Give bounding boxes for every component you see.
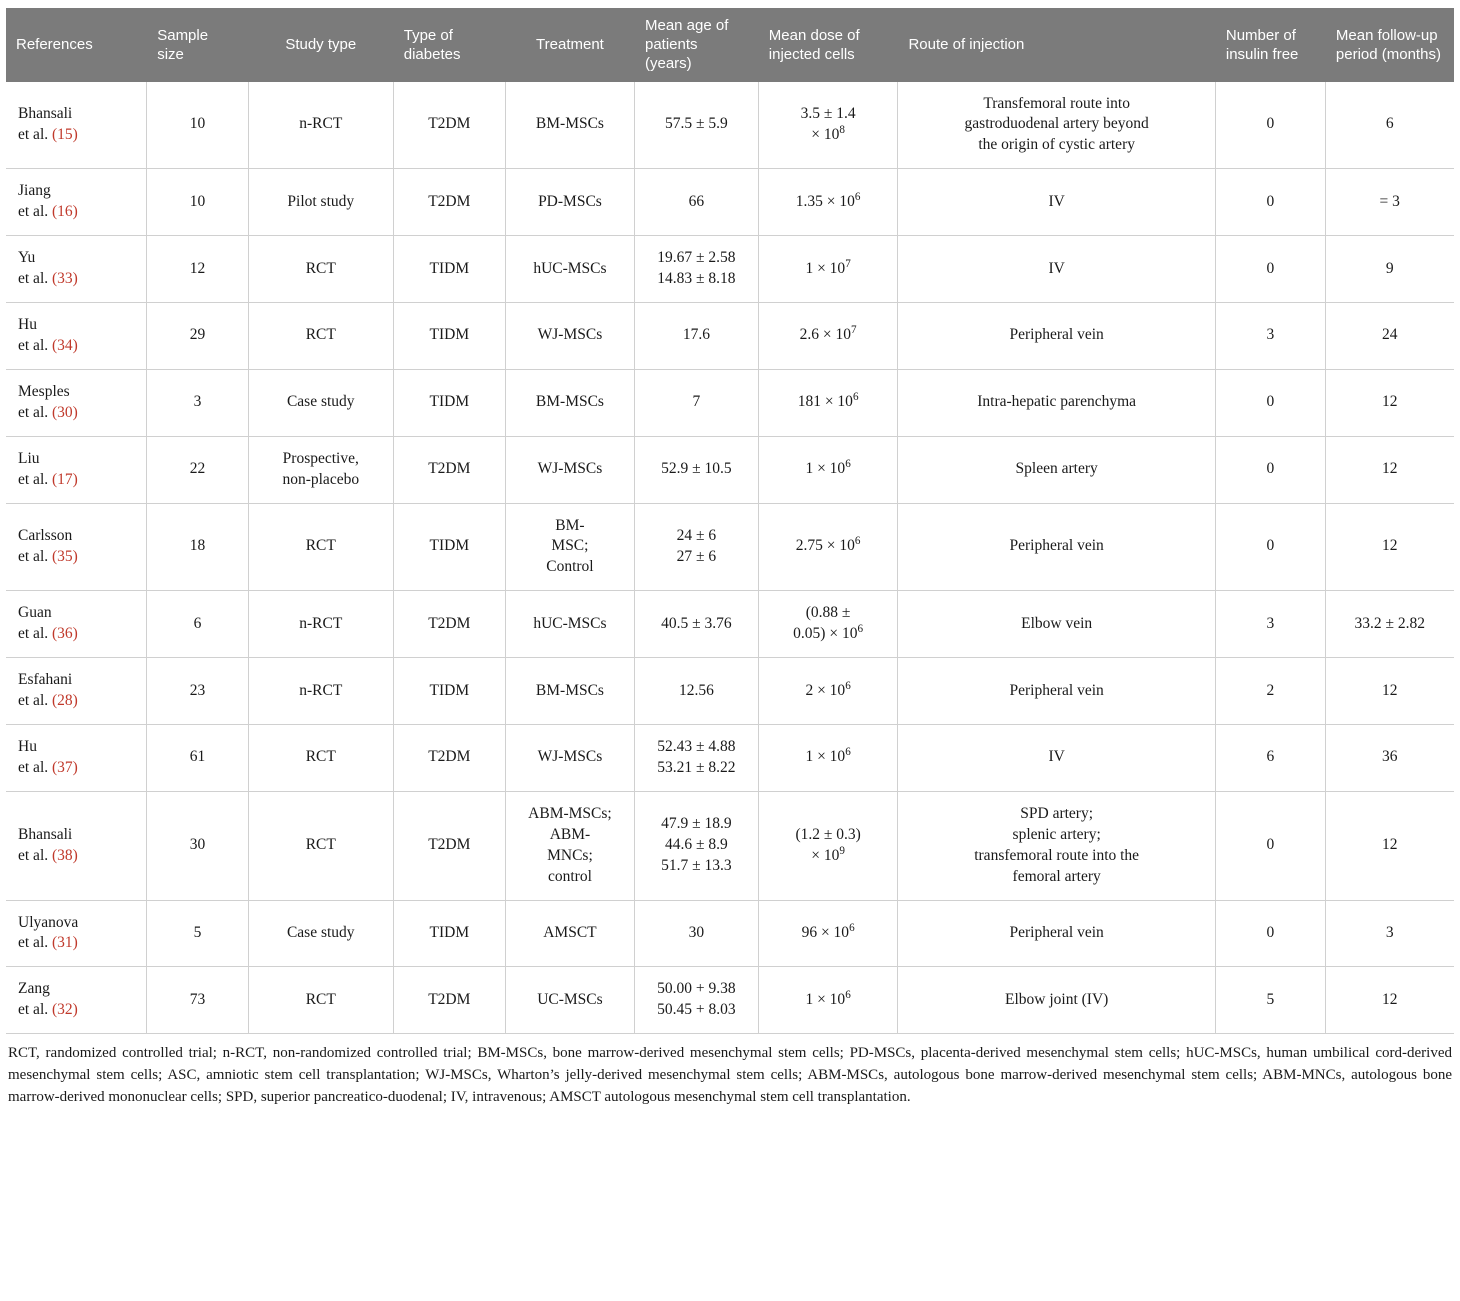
cell-mean-age <box>634 82 758 169</box>
table-row <box>6 591 1454 658</box>
cell-route-of-injection <box>898 82 1215 169</box>
cell-type-of-diabetes: T2DM <box>393 725 505 792</box>
cell-followup: 12 <box>1325 967 1453 1034</box>
mean-age-line: 50.00 + 9.38 <box>657 980 736 998</box>
study-type-line: RCT <box>305 537 336 555</box>
cell-type-of-diabetes: T2DM <box>393 791 505 900</box>
cell-study-type <box>248 236 393 303</box>
mean-age-line: 52.9 ± 10.5 <box>661 460 732 478</box>
cell-mean-age <box>634 900 758 967</box>
cell-reference <box>6 82 147 169</box>
cell-mean-dose <box>758 369 898 436</box>
cell-treatment <box>505 658 634 725</box>
mean-age-line: 30 <box>688 923 705 941</box>
cell-sample-size: 10 <box>147 82 249 169</box>
study-type-line: RCT <box>305 748 336 766</box>
cell-treatment <box>505 369 634 436</box>
cell-sample-size: 6 <box>147 591 249 658</box>
cell-mean-age <box>634 725 758 792</box>
column-header-sample-size: Sample size <box>147 8 249 82</box>
mean-age-line: 52.43 ± 4.88 <box>657 738 736 755</box>
cell-study-type <box>248 303 393 370</box>
cell-mean-dose <box>758 436 898 503</box>
cell-sample-size: 18 <box>147 503 249 591</box>
cell-mean-dose <box>758 900 898 967</box>
cell-treatment <box>505 303 634 370</box>
treatment-line: hUC-MSCs <box>533 614 607 632</box>
cell-mean-age <box>634 591 758 658</box>
cell-insulin-free: 6 <box>1215 725 1325 792</box>
cell-followup: 12 <box>1325 436 1453 503</box>
cell-sample-size: 73 <box>147 967 249 1034</box>
reference-number[interactable]: (33) <box>52 270 78 288</box>
study-type-line: n-RCT <box>299 614 343 632</box>
dose-line: $1 \times 10^6$ <box>805 746 851 766</box>
reference-author: Ulyanova <box>18 913 79 931</box>
dose-line: $181 \times 10^6$ <box>797 391 859 411</box>
cell-mean-age <box>634 169 758 236</box>
study-type-line: Prospective, <box>282 449 359 467</box>
cell-type-of-diabetes: TIDM <box>393 236 505 303</box>
reference-citation: et al. (30) <box>18 403 78 421</box>
cell-reference <box>6 436 147 503</box>
cell-followup: 3 <box>1325 900 1453 967</box>
cell-study-type <box>248 369 393 436</box>
cell-mean-age <box>634 967 758 1034</box>
cell-treatment <box>505 791 634 900</box>
route-line: SPD artery; <box>1020 804 1094 822</box>
dose-line: $96 \times 10^6$ <box>801 921 855 941</box>
route-line: splenic artery; <box>1012 825 1101 843</box>
cell-sample-size: 3 <box>147 369 249 436</box>
reference-citation: et al. (15) <box>18 125 78 143</box>
cell-mean-age <box>634 436 758 503</box>
treatment-line: AMSCT <box>543 923 597 941</box>
cell-mean-dose <box>758 791 898 900</box>
mean-age-line: 51.7 ± 13.3 <box>661 857 732 875</box>
cell-route-of-injection <box>898 236 1215 303</box>
cell-insulin-free: 0 <box>1215 369 1325 436</box>
treatment-line: UC-MSCs <box>537 990 603 1008</box>
route-line: Elbow joint (IV) <box>1004 990 1109 1008</box>
route-line: Peripheral vein <box>1009 326 1104 344</box>
column-header-insulin-free: Number of insulin free <box>1215 8 1325 82</box>
study-type-line: RCT <box>305 990 336 1008</box>
cell-mean-age <box>634 369 758 436</box>
cell-route-of-injection <box>898 900 1215 967</box>
treatment-line: hUC-MSCs <box>533 259 607 277</box>
mean-age-line: 17.6 <box>682 326 710 344</box>
dose-line: $1.35 \times 10^6$ <box>795 190 861 210</box>
reference-number[interactable]: (36) <box>52 625 78 643</box>
table-row <box>6 436 1454 503</box>
table-row <box>6 725 1454 792</box>
mean-age-line: 14.83 ± 8.18 <box>657 270 736 288</box>
reference-author: Hu <box>18 738 37 755</box>
cell-study-type <box>248 436 393 503</box>
route-line: Transfemoral route into <box>983 94 1130 112</box>
cell-followup: 12 <box>1325 503 1453 591</box>
cell-sample-size: 10 <box>147 169 249 236</box>
cell-insulin-free: 0 <box>1215 436 1325 503</box>
study-type-line: RCT <box>305 836 336 854</box>
table-header-row <box>6 8 1454 82</box>
treatment-line: control <box>547 867 592 885</box>
cell-mean-dose <box>758 169 898 236</box>
cell-reference <box>6 503 147 591</box>
study-type-line: non-placebo <box>282 470 360 488</box>
table-row <box>6 967 1454 1034</box>
cell-sample-size: 23 <box>147 658 249 725</box>
cell-sample-size: 30 <box>147 791 249 900</box>
dose-line: × $10^8$ <box>811 123 845 143</box>
treatment-line: ABM-MSCs; <box>528 804 612 822</box>
table-row <box>6 236 1454 303</box>
cell-reference <box>6 791 147 900</box>
reference-number[interactable]: (28) <box>52 692 78 710</box>
cell-insulin-free: 0 <box>1215 169 1325 236</box>
cell-insulin-free: 0 <box>1215 236 1325 303</box>
route-line: Elbow vein <box>1021 614 1093 632</box>
mean-age-line: 40.5 ± 3.76 <box>661 614 732 632</box>
cell-reference <box>6 658 147 725</box>
table-body <box>6 82 1454 1034</box>
cell-type-of-diabetes: T2DM <box>393 169 505 236</box>
cell-route-of-injection <box>898 303 1215 370</box>
cell-treatment <box>505 967 634 1034</box>
cell-route-of-injection <box>898 591 1215 658</box>
cell-insulin-free: 0 <box>1215 82 1325 169</box>
treatment-line: BM-MSCs <box>535 681 604 699</box>
dose-line: × $10^9$ <box>811 844 845 864</box>
cell-treatment <box>505 503 634 591</box>
cell-followup: 33.2 ± 2.82 <box>1325 591 1453 658</box>
reference-citation: et al. (28) <box>18 692 78 710</box>
route-line: the origin of cystic artery <box>978 136 1135 154</box>
cell-insulin-free: 3 <box>1215 303 1325 370</box>
mean-age-line: 19.67 ± 2.58 <box>657 249 736 267</box>
cell-insulin-free: 3 <box>1215 591 1325 658</box>
cell-mean-age <box>634 791 758 900</box>
dose-line: $2 \times 10^6$ <box>805 679 851 699</box>
cell-treatment <box>505 169 634 236</box>
mean-age-line: 53.21 ± 8.22 <box>657 758 736 776</box>
table-header <box>6 8 1454 82</box>
mean-age-line: 47.9 ± 18.9 <box>661 815 732 833</box>
cell-mean-dose <box>758 236 898 303</box>
cell-insulin-free: 0 <box>1215 503 1325 591</box>
cell-treatment <box>505 82 634 169</box>
reference-author: Guan <box>18 604 52 622</box>
reference-author: Bhansali <box>18 825 73 843</box>
treatment-line: BM- <box>555 516 585 534</box>
reference-number[interactable]: (30) <box>52 403 78 421</box>
route-line: Peripheral vein <box>1009 923 1104 941</box>
reference-citation: et al. (37) <box>18 758 78 776</box>
cell-study-type <box>248 900 393 967</box>
reference-citation: et al. (35) <box>18 547 78 565</box>
reference-citation: et al. (17) <box>18 470 78 488</box>
route-line: IV <box>1048 259 1065 277</box>
cell-followup: = 3 <box>1325 169 1453 236</box>
reference-author: Bhansali <box>18 105 73 123</box>
cell-mean-dose <box>758 303 898 370</box>
table-row <box>6 169 1454 236</box>
mean-age-line: 27 ± 6 <box>676 547 717 565</box>
route-line: IV <box>1048 748 1065 766</box>
reference-citation: et al. (16) <box>18 203 78 221</box>
route-line: transfemoral route into the <box>974 846 1140 864</box>
dose-line: (1.2 ± 0.3) <box>795 825 861 843</box>
cell-sample-size: 5 <box>147 900 249 967</box>
cell-mean-dose <box>758 503 898 591</box>
table-footnote: RCT, randomized controlled trial; n-RCT, non-randomized controlled trial; BM-MSCs, bone marrow-derived mesenchymal stem cells; PD-MSCs, placenta-derived mesenchymal stem cells; hUC-MSCs, human umbilical cord-derived mesenchymal stem cells; ASC, amniotic stem cell transplantation; WJ-MSCs, Wharton’s jelly-derived mesenchymal stem cells; ABM-MSCs, autologous bone marrow-derived mesenchymal stem cells; ABM-MNCs, autologous bone marrow-derived mononuclear cells; SPD, superior pancreatico-duodenal; IV, intravenous; AMSCT autologous mesenchymal stem cell transplantation. <box>8 1045 1452 1105</box>
treatment-line: WJ-MSCs <box>537 326 603 344</box>
reference-citation: et al. (38) <box>18 846 78 864</box>
cell-type-of-diabetes: TIDM <box>393 303 505 370</box>
treatment-line: ABM- <box>549 825 591 843</box>
route-line: Intra-hepatic parenchyma <box>977 393 1137 411</box>
dose-line: $0.05) \times 10^6$ <box>793 623 864 643</box>
mean-age-line: 12.56 <box>678 681 714 699</box>
cell-study-type <box>248 591 393 658</box>
cell-treatment <box>505 725 634 792</box>
cell-followup: 9 <box>1325 236 1453 303</box>
reference-number[interactable]: (37) <box>52 758 78 776</box>
column-header-mean-dose: Mean dose of injected cells <box>758 8 898 82</box>
cell-reference <box>6 169 147 236</box>
cell-insulin-free: 0 <box>1215 900 1325 967</box>
column-header-type-of-diabetes: Type of diabetes <box>393 8 505 82</box>
reference-citation: et al. (32) <box>18 1001 78 1019</box>
cell-type-of-diabetes: T2DM <box>393 436 505 503</box>
reference-author: Mesples <box>18 382 70 400</box>
cell-insulin-free: 0 <box>1215 791 1325 900</box>
cell-mean-age <box>634 503 758 591</box>
reference-author: Yu <box>18 249 36 267</box>
column-header-followup: Mean follow-up period (months) <box>1325 8 1453 82</box>
study-type-line: RCT <box>305 259 336 277</box>
mean-age-line: 24 ± 6 <box>676 527 717 544</box>
dose-line: $2.75 \times 10^6$ <box>795 535 861 555</box>
reference-author: Hu <box>18 316 37 334</box>
cell-reference <box>6 303 147 370</box>
cell-sample-size: 12 <box>147 236 249 303</box>
mean-age-line: 57.5 ± 5.9 <box>665 115 728 133</box>
cell-followup: 24 <box>1325 303 1453 370</box>
cell-type-of-diabetes: T2DM <box>393 967 505 1034</box>
study-type-line: n-RCT <box>299 681 343 699</box>
dose-line: $1 \times 10^6$ <box>805 988 851 1008</box>
cell-route-of-injection <box>898 791 1215 900</box>
dose-line: (0.88 ± <box>805 604 851 622</box>
cell-study-type <box>248 725 393 792</box>
treatment-line: WJ-MSCs <box>537 460 603 478</box>
table-row <box>6 303 1454 370</box>
cell-study-type <box>248 503 393 591</box>
column-header-route-of-injection: Route of injection <box>898 8 1215 82</box>
route-line: Spleen artery <box>1015 460 1098 478</box>
reference-citation: et al. (31) <box>18 934 78 952</box>
cell-type-of-diabetes: T2DM <box>393 82 505 169</box>
cell-mean-age <box>634 236 758 303</box>
route-line: femoral artery <box>1012 867 1101 885</box>
dose-line: $1 \times 10^6$ <box>805 458 851 478</box>
cell-followup: 12 <box>1325 658 1453 725</box>
reference-number[interactable]: (34) <box>52 336 78 354</box>
cell-mean-dose <box>758 591 898 658</box>
cell-reference <box>6 369 147 436</box>
cell-mean-dose <box>758 658 898 725</box>
cell-study-type <box>248 658 393 725</box>
cell-followup: 6 <box>1325 82 1453 169</box>
cell-followup: 36 <box>1325 725 1453 792</box>
mean-age-line: 44.6 ± 8.9 <box>665 836 728 854</box>
cell-insulin-free: 2 <box>1215 658 1325 725</box>
mean-age-line: 7 <box>692 393 701 411</box>
reference-citation: et al. (36) <box>18 625 78 643</box>
route-line: IV <box>1048 192 1065 210</box>
reference-number[interactable]: (31) <box>52 934 78 952</box>
studies-table <box>6 8 1454 1034</box>
cell-reference <box>6 591 147 658</box>
table-row <box>6 791 1454 900</box>
study-type-line: Case study <box>286 923 355 941</box>
column-header-study-type: Study type <box>248 8 393 82</box>
study-type-line: n-RCT <box>299 115 343 133</box>
cell-reference <box>6 236 147 303</box>
cell-followup: 12 <box>1325 791 1453 900</box>
route-line: Peripheral vein <box>1009 681 1104 699</box>
reference-number[interactable]: (17) <box>52 470 78 488</box>
cell-route-of-injection <box>898 369 1215 436</box>
treatment-line: BM-MSCs <box>535 393 604 411</box>
study-type-line: Case study <box>286 393 355 411</box>
cell-type-of-diabetes: T2DM <box>393 591 505 658</box>
reference-author: Esfahani <box>18 671 73 689</box>
table-row <box>6 503 1454 591</box>
cell-route-of-injection <box>898 725 1215 792</box>
reference-number[interactable]: (35) <box>52 547 78 565</box>
cell-reference <box>6 967 147 1034</box>
route-line: Peripheral vein <box>1009 537 1104 555</box>
cell-route-of-injection <box>898 436 1215 503</box>
column-header-treatment: Treatment <box>505 8 634 82</box>
reference-author: Liu <box>18 449 40 467</box>
dose-line: 3.5 ± 1.4 <box>800 105 856 123</box>
cell-sample-size: 29 <box>147 303 249 370</box>
cell-mean-dose <box>758 725 898 792</box>
reference-number[interactable]: (38) <box>52 846 78 864</box>
reference-citation: et al. (33) <box>18 270 78 288</box>
cell-treatment <box>505 591 634 658</box>
table-row <box>6 658 1454 725</box>
cell-followup: 12 <box>1325 369 1453 436</box>
cell-treatment <box>505 236 634 303</box>
treatment-line: WJ-MSCs <box>537 748 603 766</box>
reference-number[interactable]: (16) <box>52 203 78 221</box>
cell-type-of-diabetes: TIDM <box>393 503 505 591</box>
mean-age-line: 50.45 + 8.03 <box>657 1001 736 1019</box>
table-row <box>6 82 1454 169</box>
cell-mean-age <box>634 658 758 725</box>
cell-route-of-injection <box>898 503 1215 591</box>
cell-study-type <box>248 791 393 900</box>
table-row <box>6 900 1454 967</box>
cell-route-of-injection <box>898 658 1215 725</box>
study-type-line: RCT <box>305 326 336 344</box>
reference-citation: et al. (34) <box>18 336 78 354</box>
cell-route-of-injection <box>898 169 1215 236</box>
cell-study-type <box>248 82 393 169</box>
reference-number[interactable]: (32) <box>52 1001 78 1019</box>
dose-line: $1 \times 10^7$ <box>805 257 851 277</box>
reference-author: Carlsson <box>18 527 73 544</box>
mean-age-line: 66 <box>688 192 705 210</box>
cell-treatment <box>505 436 634 503</box>
treatment-line: Control <box>546 558 594 576</box>
dose-line: $2.6 \times 10^7$ <box>799 324 857 344</box>
cell-study-type <box>248 169 393 236</box>
cell-mean-dose <box>758 82 898 169</box>
cell-type-of-diabetes: TIDM <box>393 900 505 967</box>
treatment-line: PD-MSCs <box>538 192 602 210</box>
cell-type-of-diabetes: TIDM <box>393 369 505 436</box>
treatment-line: MSC; <box>551 537 589 555</box>
cell-type-of-diabetes: TIDM <box>393 658 505 725</box>
route-line: gastroduodenal artery beyond <box>964 115 1149 133</box>
column-header-mean-age: Mean age of patients (years) <box>634 8 758 82</box>
cell-sample-size: 22 <box>147 436 249 503</box>
cell-mean-dose <box>758 967 898 1034</box>
treatment-line: BM-MSCs <box>535 115 604 133</box>
study-type-line: Pilot study <box>287 192 355 210</box>
cell-sample-size: 61 <box>147 725 249 792</box>
treatment-line: MNCs; <box>547 846 593 864</box>
cell-reference <box>6 900 147 967</box>
cell-reference <box>6 725 147 792</box>
column-header-references: References <box>6 8 147 82</box>
table-row <box>6 369 1454 436</box>
reference-author: Jiang <box>18 182 51 200</box>
reference-author: Zang <box>18 980 50 998</box>
cell-study-type <box>248 967 393 1034</box>
cell-route-of-injection <box>898 967 1215 1034</box>
reference-number[interactable]: (15) <box>52 125 78 143</box>
cell-mean-age <box>634 303 758 370</box>
cell-treatment <box>505 900 634 967</box>
cell-insulin-free: 5 <box>1215 967 1325 1034</box>
